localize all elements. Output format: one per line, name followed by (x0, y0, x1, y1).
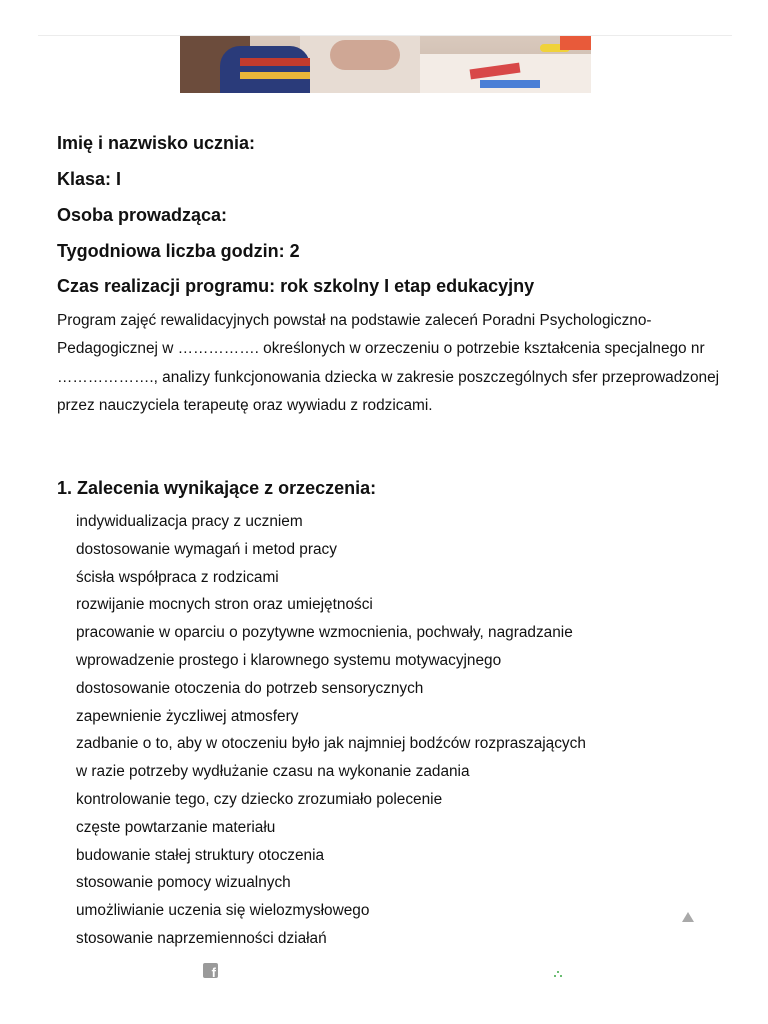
list-item: dostosowanie otoczenia do potrzeb sensorycznych (76, 679, 424, 697)
list-item: dostosowanie wymagań i metod pracy (76, 540, 337, 558)
class-label: Klasa: I (57, 169, 122, 189)
hero-image (180, 36, 591, 93)
student-name-label: Imię i nazwisko ucznia: (57, 133, 256, 153)
list-item: zapewnienie życzliwej atmosfery (76, 707, 299, 725)
scroll-top-triangle-up-icon[interactable] (682, 912, 694, 922)
duration-label: Czas realizacji programu: rok szkolny I etap edukacyjny (57, 276, 535, 296)
list-item: stosowanie pomocy wizualnych (76, 874, 291, 892)
list-item: budowanie stałej struktury otoczenia (76, 846, 325, 864)
list-item: w razie potrzeby wydłużanie czasu na wykonanie zadania (76, 763, 470, 781)
list-item: pracowanie w oparciu o pozytywne wzmocnienia, pochwały, nagradzanie (76, 624, 573, 642)
share-icon[interactable] (553, 970, 563, 978)
list-item: stosowanie naprzemienności działań (76, 929, 327, 947)
list-item: wprowadzenie prostego i klarownego systemu motywacyjnego (76, 651, 502, 669)
list-item: częste powtarzanie materiału (76, 818, 276, 836)
list-item: zadbanie o to, aby w otoczeniu było jak najmniej bodźców rozpraszających (76, 735, 586, 753)
facebook-icon[interactable]: f (203, 963, 218, 978)
list-item: indywidualizacja pracy z uczniem (76, 513, 303, 530)
weekly-hours-label: Tygodniowa liczba godzin: 2 (57, 241, 300, 261)
intro-paragraph: Program zajęć rewalidacyjnych powstał na podstawie zaleceń Poradni Psychologiczno-Pedagogicznej w ……………. określonych w orzeczeniu o potrzebie kształcenia specjalnego nr ………………., analizy funkcjonowania dziecka w zakresie poszczególnych sfer przeprowadzonej przez nauczyciela terapeutę oraz wywiadu z rodzicami. (57, 312, 720, 415)
list-item: kontrolowanie tego, czy dziecko zrozumiało polecenie (76, 790, 443, 808)
list-item: umożliwianie uczenia się wielozmysłowego (76, 902, 370, 920)
recommendations-list (76, 508, 586, 953)
section-heading: 1. Zalecenia wynikające z orzeczenia: (57, 478, 377, 498)
list-item: rozwijanie mocnych stron oraz umiejętności (76, 596, 373, 614)
teacher-label: Osoba prowadząca: (57, 205, 228, 225)
list-item: ścisła współpraca z rodzicami (76, 568, 279, 586)
